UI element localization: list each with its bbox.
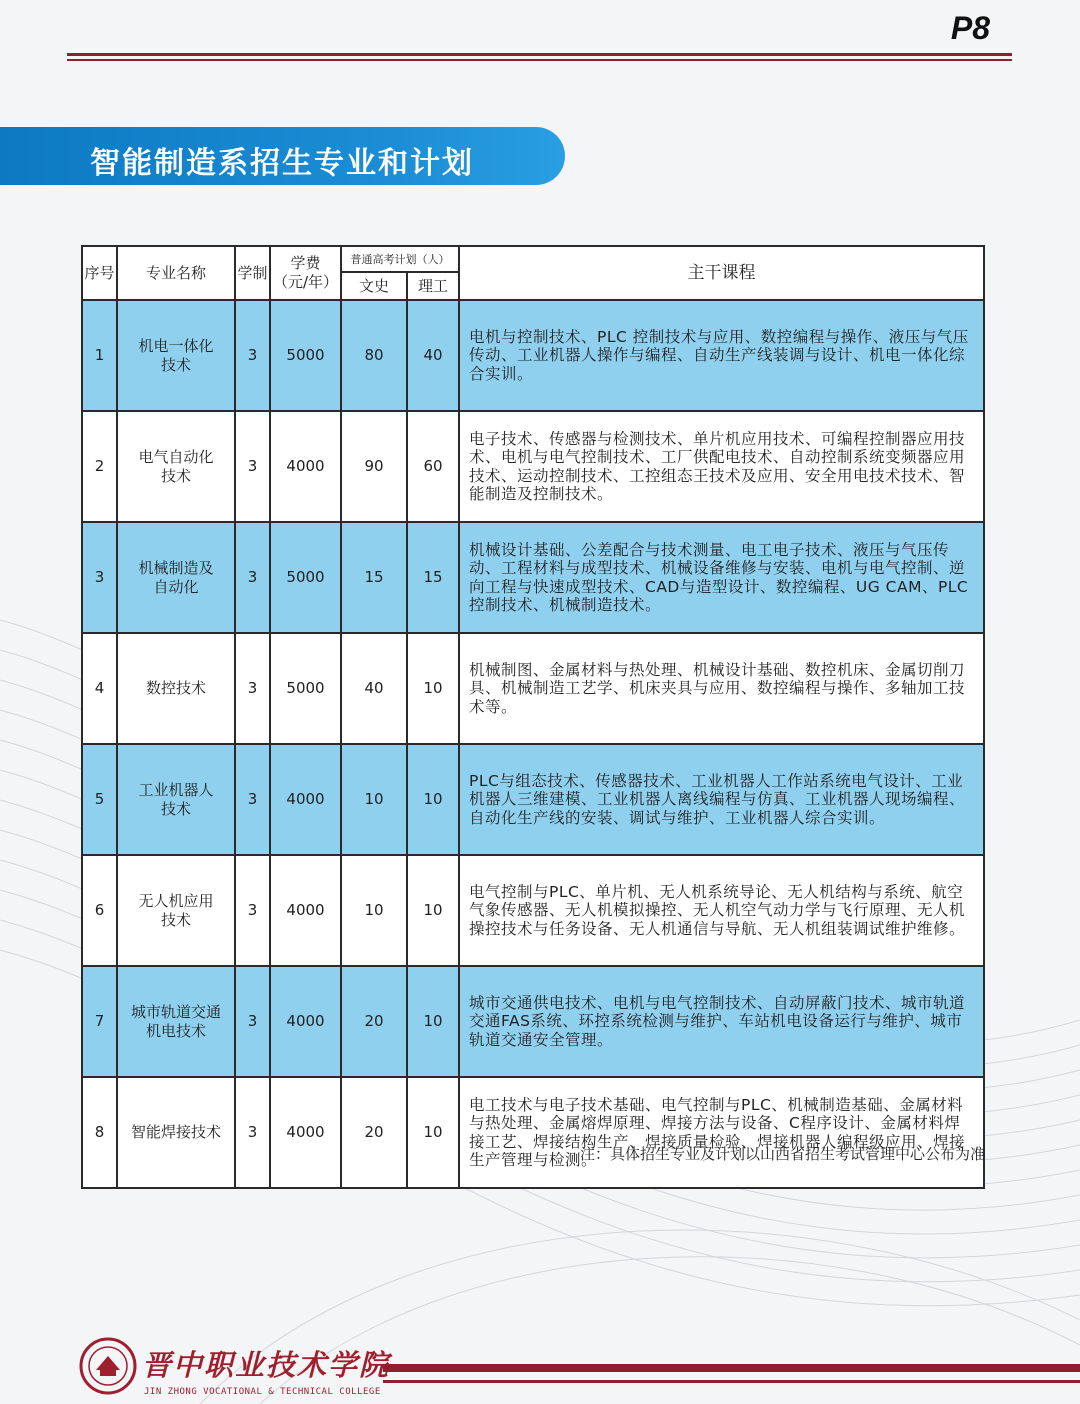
row-plan-arts: 10 [341, 855, 407, 966]
row-courses: 机械设计基础、公差配合与技术测量、电工电子技术、液压与气压传动、工程材料与成型技术、机械设备维修与安装、电机与电气控制、逆向工程与快速成型技术、CAD与造型设计、数控编程、UG CAM、PLC控制技术、机械制造技术。 [459, 522, 984, 633]
table-header-row [82, 246, 984, 272]
row-plan-arts: 15 [341, 522, 407, 633]
row-fee: 4000 [270, 855, 341, 966]
header-duration: 学制 [235, 246, 270, 300]
row-index: 7 [82, 966, 117, 1077]
row-duration: 3 [235, 966, 270, 1077]
row-major-line2: 技术 [160, 910, 191, 929]
row-plan-arts: 10 [341, 744, 407, 855]
row-major-line1: 数控技术 [145, 679, 206, 697]
row-major-line2: 技术 [160, 799, 191, 818]
row-index: 3 [82, 522, 117, 633]
row-courses: 电子技术、传感器与检测技术、单片机应用技术、可编程控制器应用技术、电机与电气控制技术、工厂供配电技术、自动控制系统变频器应用技术、运动控制技术、工控组态王技术及应用、安全用电技术技术、智能制造及控制技术。 [459, 411, 984, 522]
header-plan-group: 普通高考计划（人） [341, 246, 459, 272]
row-plan-science: 10 [407, 855, 459, 966]
row-fee: 5000 [270, 300, 341, 411]
row-plan-arts: 20 [341, 1077, 407, 1188]
top-divider [67, 53, 1012, 61]
row-index: 5 [82, 744, 117, 855]
row-major-line2: 机电技术 [145, 1021, 206, 1040]
row-fee: 4000 [270, 1077, 341, 1188]
row-major [117, 1077, 235, 1188]
section-title: 智能制造系招生专业和计划 [90, 146, 474, 181]
row-major-line2: 自动化 [153, 577, 199, 596]
footer-divider [383, 1364, 1080, 1386]
section-banner [0, 127, 565, 185]
row-plan-science: 10 [407, 744, 459, 855]
table-row [82, 855, 984, 966]
row-index: 1 [82, 300, 117, 411]
table-row [82, 744, 984, 855]
header-major: 专业名称 [117, 246, 235, 300]
row-duration: 3 [235, 300, 270, 411]
row-fee: 4000 [270, 966, 341, 1077]
row-index: 4 [82, 633, 117, 744]
header-plan-science: 理工 [407, 272, 459, 300]
row-plan-arts: 80 [341, 300, 407, 411]
page-number: P8 [950, 10, 990, 46]
row-major-line1: 无人机应用 [138, 891, 214, 910]
row-major [117, 744, 235, 855]
row-fee: 4000 [270, 411, 341, 522]
row-courses: 电气控制与PLC、单片机、无人机系统导论、无人机结构与系统、航空气象传感器、无人机模拟操控、无人机空气动力学与飞行原理、无人机操控技术与任务设备、无人机通信与导航、无人机组装调试维护维修。 [459, 855, 984, 966]
college-name-en: JIN ZHONG VOCATIONAL & TECHNICAL COLLEGE [144, 1387, 381, 1397]
row-duration: 3 [235, 855, 270, 966]
row-major-line1: 工业机器人 [138, 780, 214, 799]
row-index: 6 [82, 855, 117, 966]
college-name-cn: 晋中职业技术学院 [142, 1348, 391, 1382]
table-row [82, 522, 984, 633]
row-duration: 3 [235, 633, 270, 744]
row-duration: 3 [235, 744, 270, 855]
row-major [117, 633, 235, 744]
row-duration: 3 [235, 411, 270, 522]
row-duration: 3 [235, 522, 270, 633]
enrollment-plan-table [81, 245, 985, 1189]
row-major-line2: 技术 [160, 466, 191, 485]
header-fee-line2: （元/年） [272, 273, 339, 291]
row-duration: 3 [235, 1077, 270, 1188]
row-plan-science: 40 [407, 300, 459, 411]
row-courses: PLC与组态技术、传感器技术、工业机器人工作站系统电气设计、工业机器人三维建模、工业机器人离线编程与仿真、工业机器人现场编程、自动化生产线的安装、调试与维护、工业机器人综合实训。 [459, 744, 984, 855]
row-courses: 机械制图、金属材料与热处理、机械设计基础、数控机床、金属切削刀具、机械制造工艺学、机床夹具与应用、数控编程与操作、多轴加工技术等。 [459, 633, 984, 744]
row-major [117, 411, 235, 522]
row-major [117, 855, 235, 966]
row-plan-science: 10 [407, 1077, 459, 1188]
row-plan-science: 15 [407, 522, 459, 633]
row-index: 8 [82, 1077, 117, 1188]
row-courses: 电机与控制技术、PLC 控制技术与应用、数控编程与操作、液压与气压传动、工业机器人操作与编程、自动生产线装调与设计、机电一体化综合实训。 [459, 300, 984, 411]
row-major-line1: 机电一体化 [138, 336, 214, 355]
header-fee-line1: 学费 [290, 254, 321, 272]
row-major [117, 300, 235, 411]
header-fee [270, 246, 341, 300]
row-courses: 城市交通供电技术、电机与电气控制技术、自动屏蔽门技术、城市轨道交通FAS系统、环控系统检测与维护、车站机电设备运行与维护、城市轨道交通安全管理。 [459, 966, 984, 1077]
row-fee: 4000 [270, 744, 341, 855]
row-plan-science: 60 [407, 411, 459, 522]
row-plan-arts: 40 [341, 633, 407, 744]
row-plan-arts: 90 [341, 411, 407, 522]
row-major-line2: 技术 [160, 355, 191, 374]
table-row [82, 411, 984, 522]
row-major-line1: 机械制造及 [138, 558, 214, 577]
header-plan-arts: 文史 [341, 272, 407, 300]
header-index: 序号 [82, 246, 117, 300]
table-row [82, 300, 984, 411]
row-plan-arts: 20 [341, 966, 407, 1077]
row-major [117, 966, 235, 1077]
row-major-line1: 城市轨道交通 [130, 1002, 221, 1021]
row-major-line1: 智能焊接技术 [130, 1123, 221, 1141]
row-major [117, 522, 235, 633]
row-major-line1: 电气自动化 [138, 447, 214, 466]
row-fee: 5000 [270, 633, 341, 744]
row-index: 2 [82, 411, 117, 522]
table-row [82, 633, 984, 744]
table-row [82, 1077, 984, 1188]
header-courses: 主干课程 [459, 246, 984, 300]
row-fee: 5000 [270, 522, 341, 633]
college-seal-icon [78, 1336, 138, 1396]
table-row [82, 966, 984, 1077]
row-plan-science: 10 [407, 966, 459, 1077]
row-plan-science: 10 [407, 633, 459, 744]
footnote: 注：具体招生专业及计划以山西省招生考试管理中心公布为准 [579, 1145, 985, 1163]
row-courses: 电工技术与电子技术基础、电气控制与PLC、机械制造基础、金属材料与热处理、金属熔焊原理、焊接方法与设备、C程序设计、金属材料焊接工艺、焊接结构生产、焊接质量检验、焊接机器人编程级应用、焊接生产管理与检测。 [459, 1077, 984, 1188]
